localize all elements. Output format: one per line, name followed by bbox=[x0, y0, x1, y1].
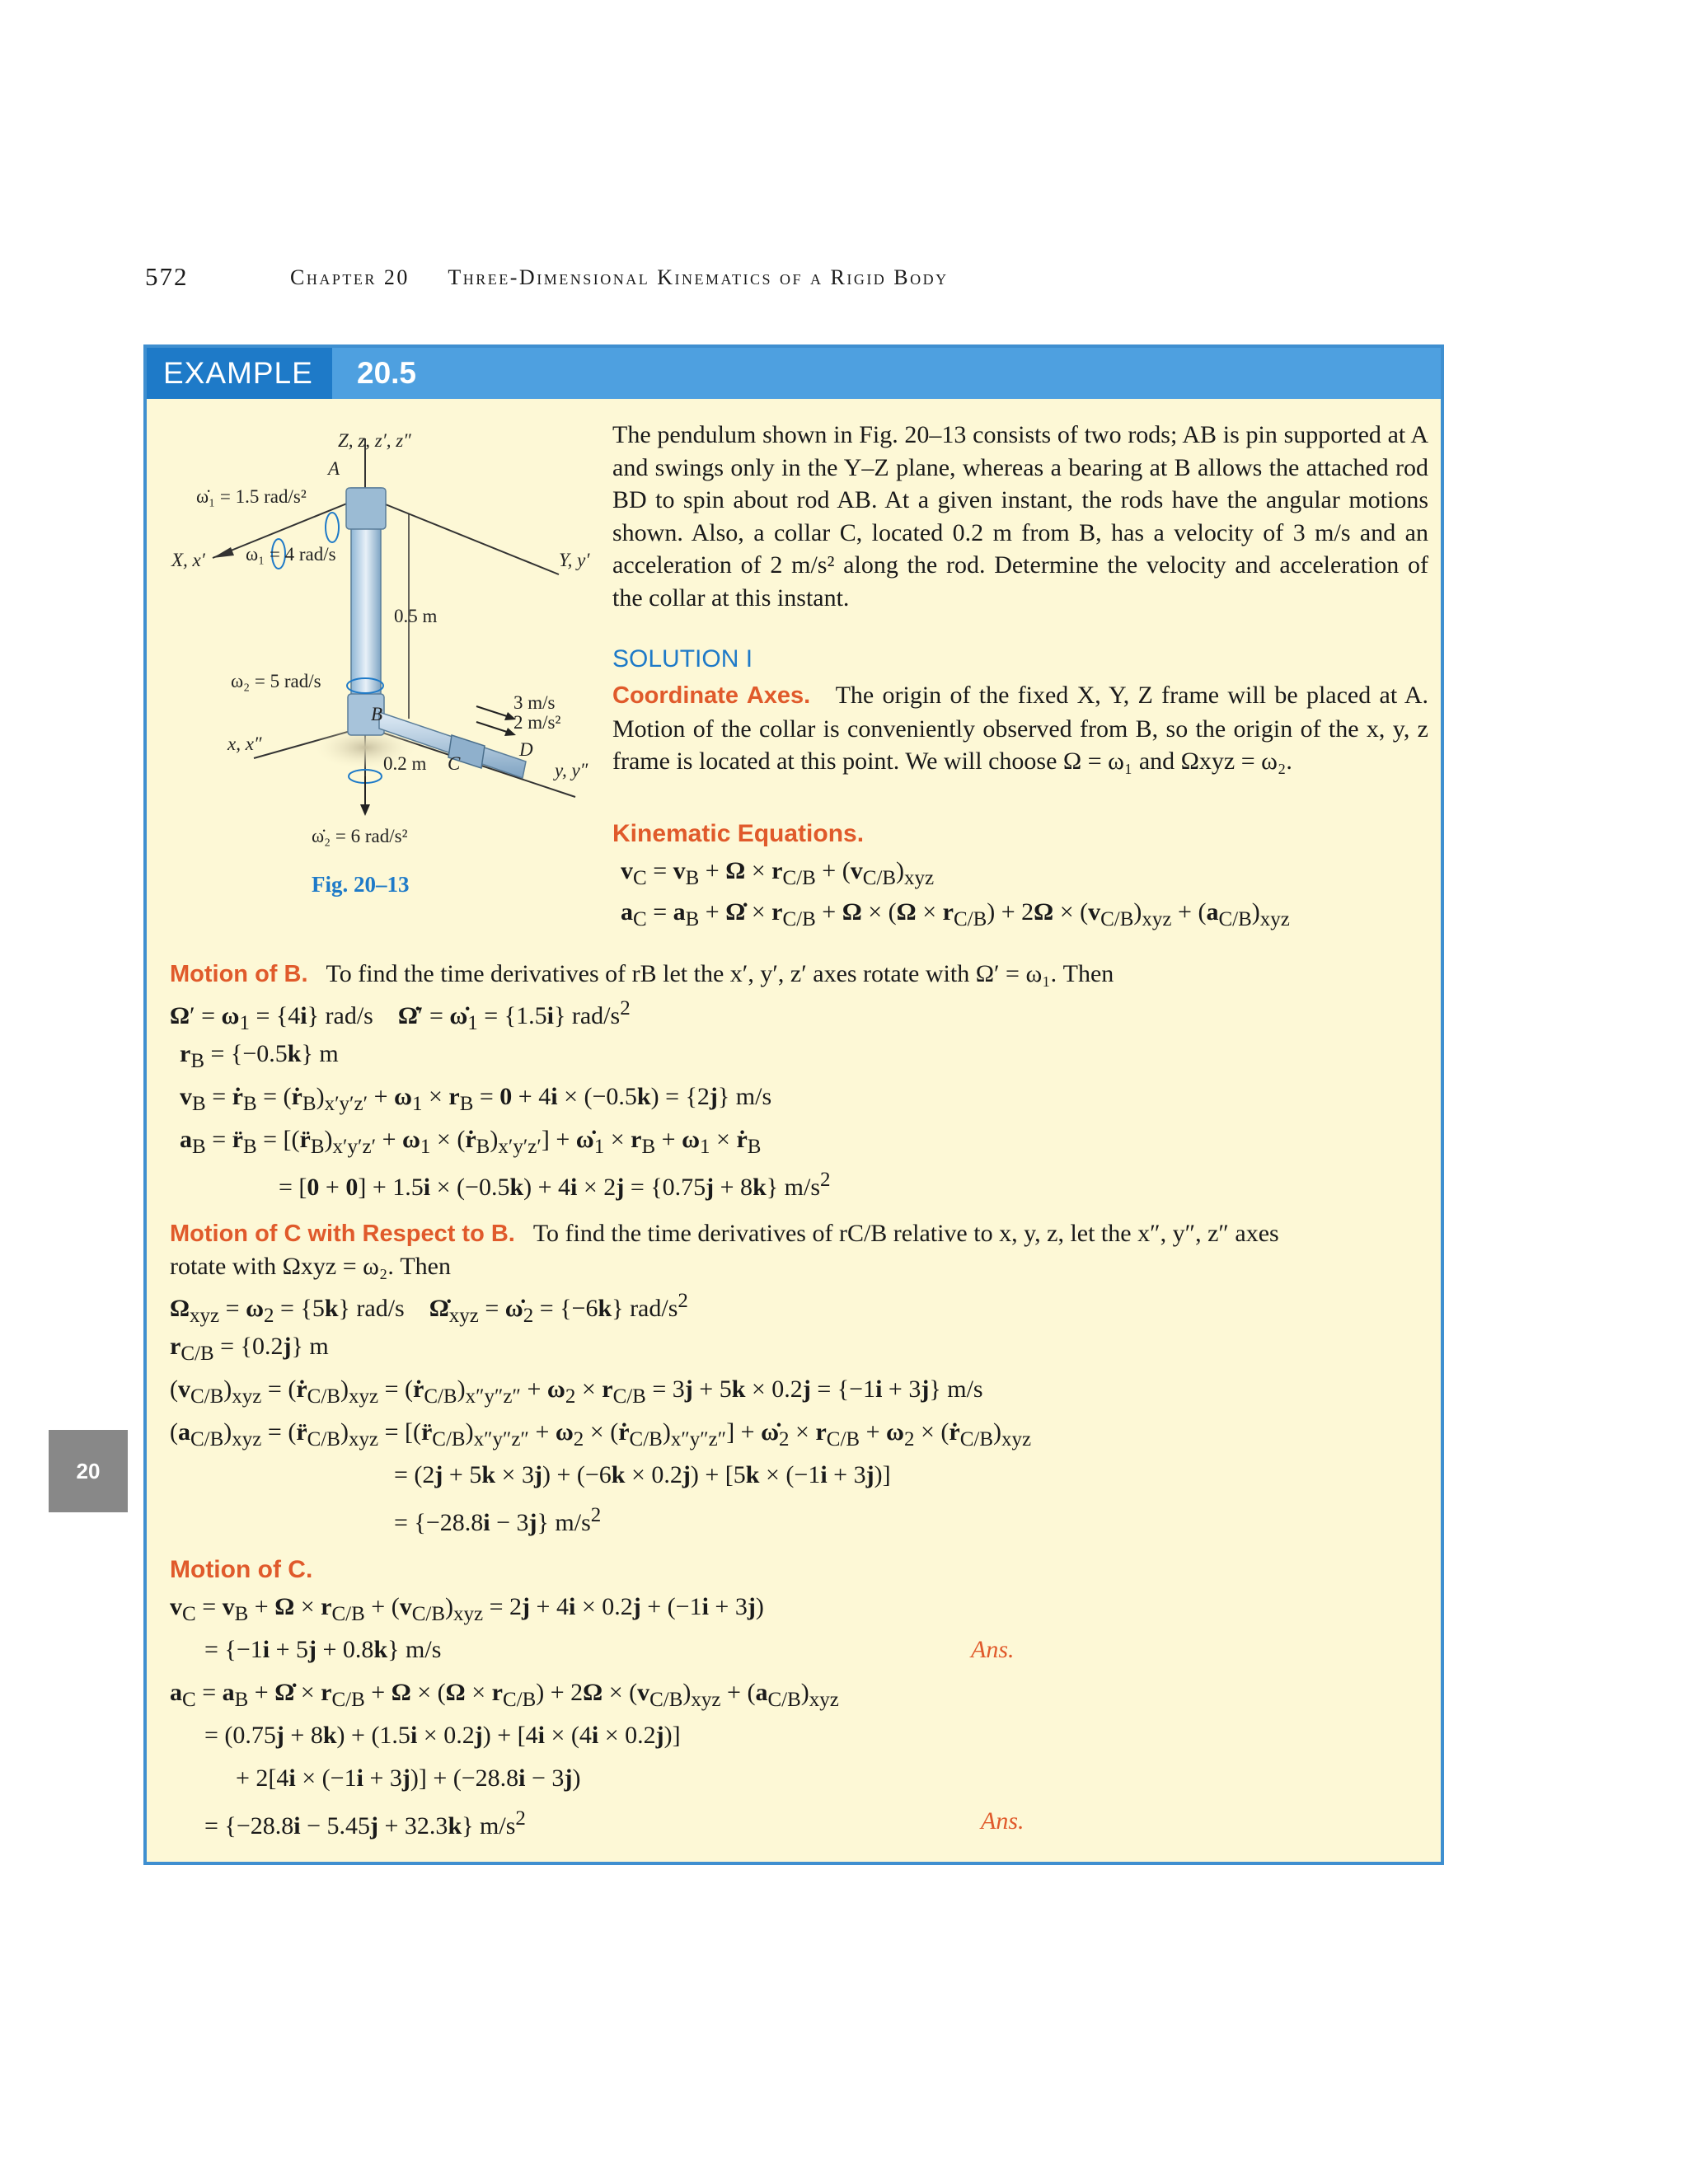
eq-omega-prime: $\Omega' = \omega_1 = \{4i\}$ rad/s Ω̇′ = $\omegȧ_1 = \{1.5i\}$ rad/$s^2$ bbox=[170, 997, 631, 1034]
eq-acb-result: = {−28.8i − 3j} $m/s^2$ bbox=[394, 1504, 602, 1536]
label-a: A bbox=[328, 458, 340, 479]
eq-acb-2: = (2j + 5k × 3j) + (−6k × 0.2j) + [5k × (−1i + 3j)] bbox=[394, 1461, 891, 1488]
answer-1: Ans. bbox=[971, 1636, 1015, 1663]
eq-vb: $v_B$ = ṙ$_B$ = $(ṙ_B)_{x'y'z'} + \omega_1 \times r_B = 0 + 4i \times (-0.5k) = \{2j\}$ m/s bbox=[180, 1083, 772, 1115]
label-x-axis2: x, x″ bbox=[227, 733, 262, 754]
label-velocity: 3 m/s bbox=[513, 692, 556, 713]
label-05m: 0.5 m bbox=[394, 606, 438, 626]
motion-c-heading: Motion of C. bbox=[170, 1556, 313, 1583]
eq-ac: $a_C = a_B$ + Ω̇ × $r_{C/B} + \Omega \times (\Omega \times r_{C/B}) + 2\Omega \times (v_{C/B})_{xyz} + (a_{C/B})_{xyz}$ bbox=[621, 898, 1290, 930]
motion-cb-text: To find the time derivatives of rC/B relative to x, y, z, let the x″, y″, z″ axes bbox=[532, 1220, 1279, 1247]
example-label: EXAMPLE bbox=[147, 348, 332, 399]
label-y-axis2: y, y″ bbox=[555, 760, 588, 780]
kinematic-heading: Kinematic Equations. bbox=[612, 820, 865, 847]
eq-vc-final: $v_C = v_B + \Omega \times r_{C/B} + (v_{C/B})_{xyz} = 2j + 4i \times 0.2j + (-1i + 3j)$ bbox=[170, 1593, 764, 1625]
eq-ac-3: + 2[4i × (−1i + 3j)] + (−28.8i − 3j) bbox=[236, 1765, 581, 1792]
page-number: 572 bbox=[145, 262, 189, 291]
label-y-axis: Y, y′ bbox=[559, 550, 590, 570]
eq-ab: $a_B$ = $r̈_B$ = [$(r̈_B)_{x'y'z'} + \omega_1$ × $(ṙ_B)_{x'y'z'}$] + $\omegȧ_1 \times r_B + \omega_1$ × ṙ$_B$ bbox=[180, 1126, 762, 1158]
label-d: D bbox=[519, 739, 533, 760]
eq-ac-2: = (0.75j + 8k) + (1.5i × 0.2j) + [4i × (4i × 0.2j)] bbox=[204, 1722, 681, 1749]
eq-vc-result: = {−1i + 5j + 0.8k} m/s bbox=[204, 1636, 442, 1663]
coordinate-axes-heading: Coordinate Axes. bbox=[612, 682, 811, 709]
eq-ab-result: = [0 + 0] + 1.5i × (−0.5k) + 4i × 2j = {0.75j + 8k} $m/s^2$ bbox=[279, 1169, 831, 1201]
eq-acb: $(a_{C/B})_{xyz}$ = $(r̈_{C/B})_{xyz}$ = [$(r̈_{C/B})_{x''y''z''} + \omega_2$ × $(ṙ_{C/B})_{x''y''z''}$] + $\omegȧ_2 \times r_{C/B} + \omega_2$ × $(ṙ_{C/B})_{xyz}$ bbox=[170, 1418, 1032, 1451]
label-c: C bbox=[448, 753, 461, 774]
chapter-side-tab: 20 bbox=[49, 1430, 128, 1512]
motion-b-paragraph bbox=[170, 958, 1114, 991]
solution-heading: SOLUTION I bbox=[612, 645, 753, 673]
label-z-axis: Z, z, z′, z″ bbox=[338, 430, 411, 451]
coordinate-axes-text: The origin of the fixed X, Y, Z frame will be placed at A. Motion of the collar is conveniently observed from B, so the origin of the x, y, z frame is located at this point. We will choose Ω = ω₁ and Ωxyz = ω₂. bbox=[612, 682, 1428, 775]
answer-2: Ans. bbox=[981, 1807, 1025, 1835]
eq-rcb: $r_{C/B} = \{0.2j\}$ m bbox=[170, 1333, 329, 1365]
eq-vcb: $(v_{C/B})_{xyz}$ = $(ṙ_{C/B})_{xyz}$ = $(ṙ_{C/B})_{x''y''z''} + \omega_2 \times r_{C/B} = 3j + 5k \times 0.2j = \{-1i + 3j\}$ m/s bbox=[170, 1376, 983, 1408]
figure-caption: Fig. 20–13 bbox=[312, 872, 410, 897]
label-02m: 0.2 m bbox=[383, 753, 427, 774]
motion-b-heading: Motion of B. bbox=[170, 961, 308, 987]
chapter-label: Chapter 20 bbox=[290, 265, 410, 289]
pendulum-figure bbox=[163, 422, 625, 897]
label-omega1dot: ω̇₁ = 1.5 rad/s² bbox=[196, 486, 307, 507]
eq-ac-result: = {−28.8i − 5.45j + 32.3k} $m/s^2$ bbox=[204, 1807, 526, 1840]
motion-b-text: To find the time derivatives of rB let the x′, y′, z′ axes rotate with Ω′ = ω₁. Then bbox=[326, 960, 1114, 987]
chapter-title: Three-Dimensional Kinematics of a Rigid Body bbox=[448, 265, 949, 289]
motion-cb-paragraph bbox=[170, 1217, 1279, 1250]
eq-ac-final: $a_C = a_B$ + Ω̇ × $r_{C/B} + \Omega \times (\Omega \times r_{C/B}) + 2\Omega \times (v_{C/B})_{xyz} + (a_{C/B})_{xyz}$ bbox=[170, 1679, 839, 1711]
label-x-axis: X, x′ bbox=[171, 550, 205, 570]
eq-rb: $r_B = \{-0.5k\}$ m bbox=[180, 1040, 339, 1072]
running-head bbox=[290, 265, 949, 290]
label-b: B bbox=[371, 704, 383, 724]
label-omega2: ω₂ = 5 rad/s bbox=[231, 671, 321, 691]
label-omega2dot: ω̇₂ = 6 rad/s² bbox=[312, 826, 408, 846]
example-header bbox=[147, 348, 1441, 399]
example-box bbox=[143, 344, 1444, 1865]
eq-vc: $v_C = v_B + \Omega \times r_{C/B} + (v_{C/B})_{xyz}$ bbox=[621, 857, 935, 889]
motion-cb-text2: rotate with Ωxyz = ω₂. Then bbox=[170, 1253, 452, 1280]
coordinate-axes-paragraph bbox=[612, 679, 1428, 778]
eq-omega-xyz: $\Omega_{xyz} = \omega_2 = \{5k\}$ rad/s $\Omegȧ_{xyz}$ = $\omegȧ_2 = \{-6k\}$ rad/$s^2$ bbox=[170, 1290, 688, 1327]
example-number: 20.5 bbox=[357, 356, 417, 390]
problem-statement: The pendulum shown in Fig. 20–13 consists of two rods; AB is pin supported at A and swings only in the Y–Z plane, whereas a bearing at B allows the attached rod BD to spin about rod AB. At a given instant, the rods have the angular motions shown. Also, a collar C, located 0.2 m from B, has a velocity of 3 m/s and an acceleration of 2 m/s² along the rod. Determine the velocity and acceleration of the collar at this instant. bbox=[612, 421, 1428, 612]
label-omega1: ω₁ = 4 rad/s bbox=[246, 544, 336, 565]
motion-cb-heading: Motion of C with Respect to B. bbox=[170, 1221, 515, 1247]
label-accel: 2 m/s² bbox=[513, 712, 561, 733]
